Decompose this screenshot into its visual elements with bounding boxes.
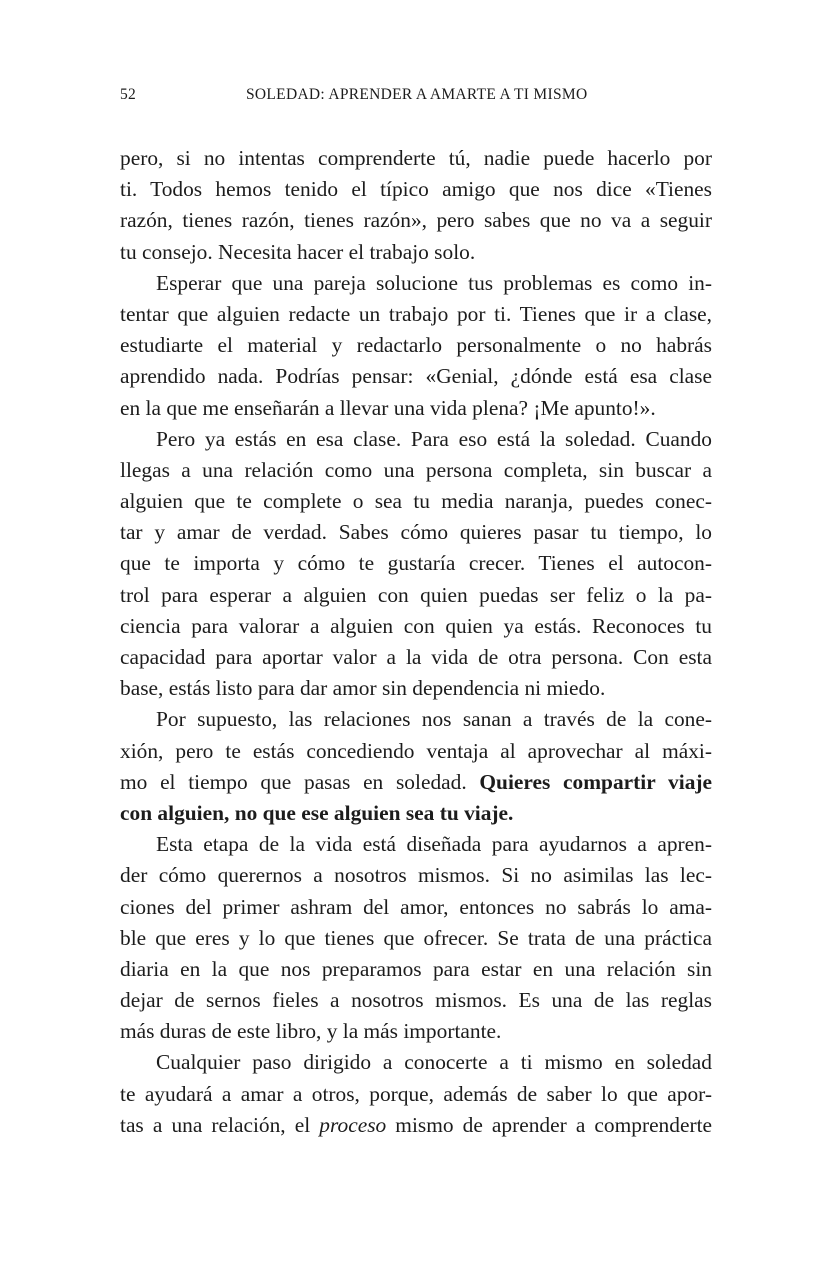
text-line: base, estás listo para dar amor sin dependencia ni miedo. [120, 676, 606, 701]
text-line: ti. Todos hemos tenido el típico amigo que nos dice «Tienes [120, 177, 712, 202]
text-line: te ayudará a amar a otros, porque, además de saber lo que apor- [120, 1081, 712, 1106]
text-line: que te importa y cómo te gustaría crecer. Tienes el autocon- [120, 551, 712, 576]
paragraph [120, 1047, 712, 1141]
text-line: ble que eres y lo que tienes que ofrecer. Se trata de una práctica [120, 925, 712, 950]
text-segment: mismo de aprender a comprenderte [386, 1112, 713, 1137]
text-segment: tas a una relación, el [120, 1112, 320, 1137]
text-line: Pero ya estás en esa clase. Para eso está la soledad. Cuando [156, 426, 712, 451]
text-line: capacidad para aportar valor a la vida de otra persona. Con esta [120, 645, 712, 669]
text-line [120, 1110, 712, 1141]
text-line: xión, pero te estás concediendo ventaja al aprovechar al máxi- [120, 738, 712, 763]
text-line: ciones del primer ashram del amor, entonces no sabrás lo ama- [120, 894, 712, 919]
italic-word: proceso [319, 1112, 387, 1137]
text-line: trol para esperar a alguien con quien puedas ser feliz o la pa- [120, 582, 712, 607]
paragraph [120, 704, 712, 829]
text-line: tentar que alguien redacte un trabajo por ti. Tienes que ir a clase, [120, 301, 712, 326]
paragraph [120, 424, 712, 705]
text-line: razón, tienes razón, tienes razón», pero sabes que no va a seguir [120, 208, 712, 233]
page-number: 52 [120, 86, 137, 103]
paragraph [120, 829, 712, 1047]
text-line: llegas a una relación como una persona completa, sin buscar a [120, 457, 712, 482]
text-line: ciencia para valorar a alguien con quien ya estás. Reconoces tu [120, 613, 712, 638]
text-line: pero, si no intentas comprenderte tú, nadie puede hacerlo por [120, 146, 712, 170]
text-line: tu consejo. Necesita hacer el trabajo solo. [120, 239, 476, 264]
text-line: Cualquier paso dirigido a conocerte a ti mismo en soledad [156, 1050, 712, 1075]
running-title: SOLEDAD: APRENDER A AMARTE A TI MISMO [246, 86, 588, 103]
text-line: en la que me enseñarán a llevar una vida plena? ¡Me apunto!». [120, 395, 656, 420]
text-line: tar y amar de verdad. Sabes cómo quieres pasar tu tiempo, lo [120, 520, 712, 545]
text-line: alguien que te complete o sea tu media naranja, puedes conec- [120, 489, 712, 514]
bold-quote-line: con alguien, no que ese alguien sea tu viaje. [120, 800, 514, 825]
text-line: diaria en la que nos preparamos para estar en una relación sin [120, 956, 712, 981]
text-line: aprendido nada. Podrías pensar: «Genial, ¿dónde está esa clase [120, 364, 712, 389]
text-segment: mo el tiempo que pasas en soledad. [120, 769, 480, 794]
body-text [120, 143, 712, 1141]
text-line: estudiarte el material y redactarlo personalmente o no habrás [120, 333, 712, 358]
running-header [120, 86, 712, 112]
paragraph [120, 143, 712, 268]
text-line: Esta etapa de la vida está diseñada para ayudarnos a apren- [156, 832, 712, 857]
text-line: Esperar que una pareja solucione tus problemas es como in- [156, 270, 712, 295]
text-line: más duras de este libro, y la más importante. [120, 1019, 502, 1044]
text-line [120, 767, 712, 798]
text-line: dejar de sernos fieles a nosotros mismos. Es una de las reglas [120, 988, 712, 1013]
bold-quote-segment: Quieres compartir viaje [479, 769, 713, 794]
text-line: der cómo querernos a nosotros mismos. Si no asimilas las lec- [120, 863, 712, 888]
paragraph [120, 268, 712, 424]
text-line: Por supuesto, las relaciones nos sanan a través de la cone- [156, 707, 712, 732]
